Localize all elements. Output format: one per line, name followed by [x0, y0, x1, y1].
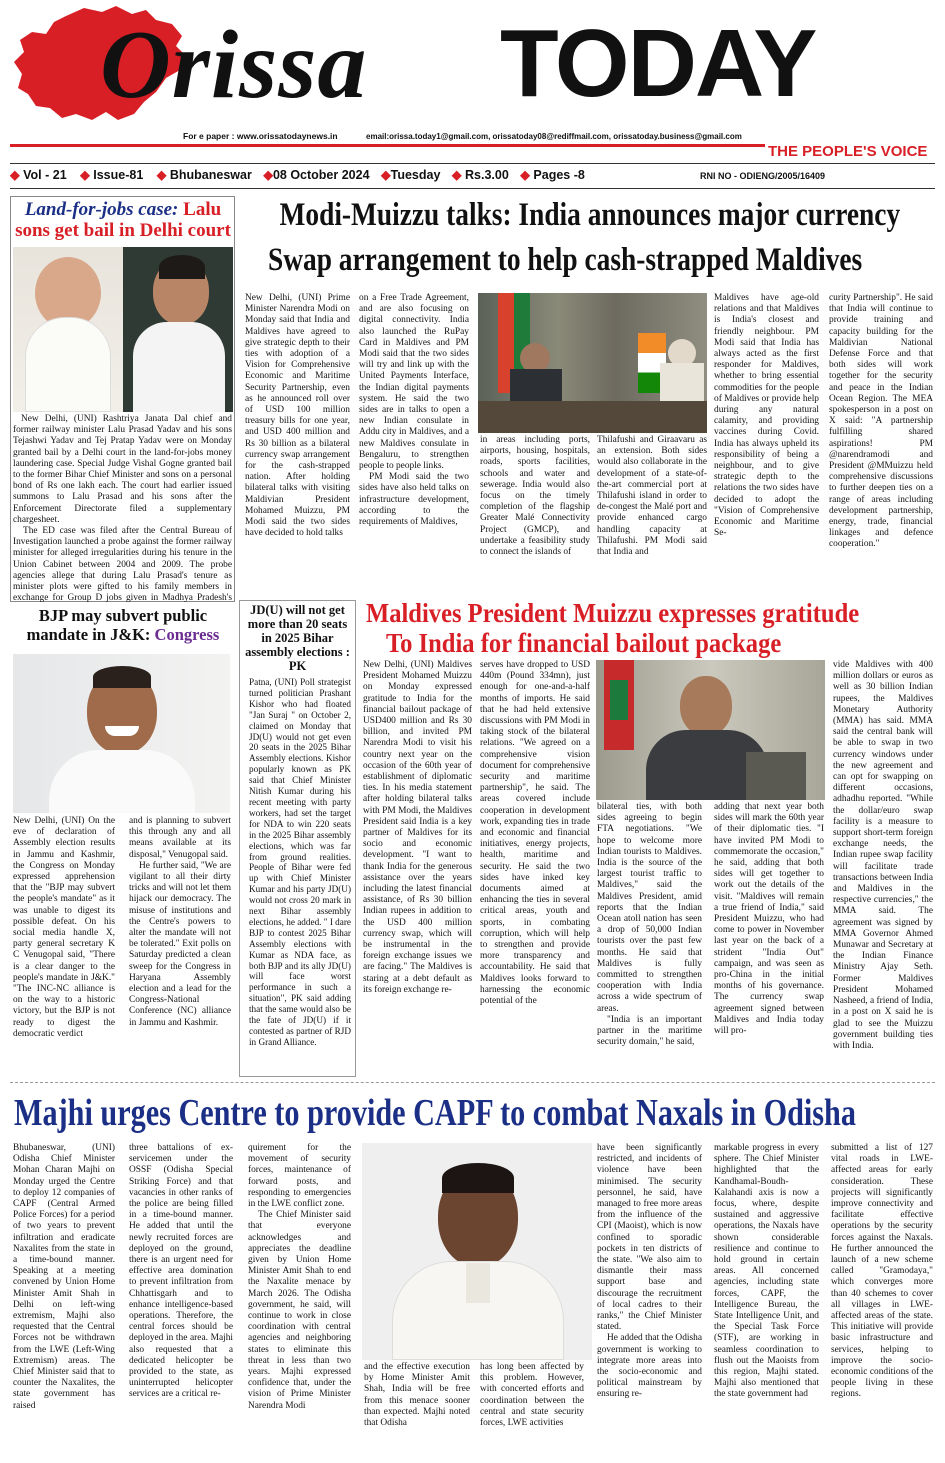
tejashwi-photo	[123, 247, 233, 412]
muizzu-col-5: vide Maldives with 400 million dollars or euros as well as 30 billion Indian rupees, the Maldives Monetary Authority (MMA) has said. MMA said the central bank will be able to swap in two currency windows under the new agreement and can opt for swapping on different occasions, adhadhu reported. "While the dollar/euro swap facility is a measure to support short-term foreign exchange needs, the Indian rupee swap facility will facilitate trade transactions between India and Maldives in the respective currencies," the MMA said. The agreement was signed by MMA Governor Ahmed Munawar and Secretary at the Indian Finance Ministry Ajay Seth. Former Maldives President Mohamed Nasheed, a friend of India, in a post on X said he is glad to see the Muizzu government building ties with India.	[833, 660, 933, 1051]
majhi-col-5: has long been affected by this problem. However, with concerted efforts and coordination between the central and state security forces, LWE activities	[480, 1362, 584, 1429]
dateline-bottom-rule	[10, 188, 935, 189]
date: 08 October 2024	[272, 168, 370, 182]
bullet-icon: ◆	[451, 168, 462, 182]
bjp-col-2	[129, 816, 231, 1076]
muizzu-col-3-b: "India is an important partner in the maritime security domain," he said,	[597, 1014, 702, 1048]
dateline-top-rule	[10, 163, 935, 164]
bullet-icon: ◆	[80, 168, 90, 182]
masthead-orissa: Orissa	[100, 11, 368, 119]
contact-emails: email:orissa.today1@gmail.com, orissatoday08@rediffmail.com, orissatoday.business@gmail.com	[366, 132, 742, 141]
tagline: THE PEOPLE'S VOICE	[768, 143, 928, 160]
modi-col-5: Maldives have age-old relations and that Maldives is India's closest and friendly neighbour. PM Modi said that India has always acted as the first responder for Maldives, whether to bring essential commodities for the people of Maldives or provide help during any natural calamity, and providing vaccines during Covid. India has always upheld its responsibility of being a neighbour, and to give strategic depth to the relations the two sides have decided to adopt the "Vision of Comprehensive Economic and Maritime Se-	[714, 293, 819, 539]
bullet-icon: ◆	[263, 168, 273, 182]
majhi-col-3-a: quirement for the movement of security forces, maintenance of forward posts, and responding to emergencies in the LWE conflict zone.	[248, 1143, 351, 1210]
lalu-body	[13, 414, 232, 602]
jdu-body: Patna, (UNI) Poll strategist turned politician Prashant Kishor who had floated "Jan Suraj " on October 2, claimed on Monday that JD(U) would not get even 20 seats in the 2025 Bihar Assembly elections. Kishor popularly known as PK said that Chief Minister Nitish Kumar during his recent meeting with party workers, had set the target for NDA to win 220 seats in the 2025 Bihar assembly elections, which was far from ground realities. People of Bihar were fed up with Chief Minister Kumar and his party JD(U) would not cross 20 mark in next Bihar assembly elections, he added. " I dare BJP to contest 2025 Bihar Assembly elections with Kumar as NDA face, as both BJP and its ally JD(U) will face worst performance in such a situation", PK said adding that the same would also be the fate of JD(U) if it contested as partner of RJD in Grand Alliance.	[249, 677, 351, 1047]
majhi-photo	[362, 1143, 592, 1360]
muizzu-col-3	[597, 802, 702, 1072]
volume: Vol - 21	[23, 168, 67, 182]
modi-headline-1: Modi-Muizzu talks: India announces major currency	[279, 197, 901, 233]
majhi-col-3	[248, 1143, 351, 1443]
masthead-today: TODAY	[500, 10, 816, 117]
muizzu-col-1: New Delhi, (UNI) Maldives President Mohamed Muizzu on Monday expressed gratitude to India for the financial bailout package of USD400 million and Rs 30 billion, and invited PM Narendra Modi to visit his country next year on the occasion of the 60th year of establishment of diplomatic ties. In his media statement after holding bilateral talks with PM Modi, the Maldives President said India is a key partner of Maldives for its socio and economic development. "I want to thank India for the generous assistance over the years including the latest financial assistance, of Rs 30 billion Indian rupees in addition to the USD 400 million currency swap, which will be instrumental in the foreign exchange issues we are facing." The Maldives is staring at a debt default as its foreign exchange re-	[363, 660, 472, 995]
lalu-headline-lead: Land-for-jobs case:	[24, 199, 179, 220]
majhi-col-8: submitted a list of 127 vital roads in LWE-affected areas for early consideration. These projects will significantly improve connectivity and facilitate effective operations by the security forces against the Naxals. He further announced the launch of a new scheme called "Gramodaya," which converges more than 40 schemes to cover all villages in LWE-affected areas of the state. This initiative will provide basic infrastructure and services, helping to improve the socio-economic conditions of the people living in these regions.	[831, 1143, 933, 1400]
masthead-red-rule	[10, 144, 765, 147]
majhi-col-6-b: He added that the Odisha government is working to integrate more areas into the socio-economic and political mainstream by ensuring re-	[597, 1333, 702, 1400]
majhi-col-4: and the effective execution by Home Minister Amit Shah, India will be free from this menace sooner than expected. Majhi noted that Odisha	[364, 1362, 470, 1429]
bjp-headline	[12, 606, 234, 644]
majhi-col-2: three battalions of ex-servicemen under the OSSF (Odisha Special Striking Force) and that vacancies in other ranks of the police are being filled in a time-bound manner. He added that until the newly recruited forces are deployed on the ground, there is an urgent need for effective area domination to prevent infiltration from Chhattisgarh and to enhance intelligence-based operations. Therefore, the central forces should be deployed in the area. Majhi also requested that a dedicated helicopter be provided to the state, as uninterrupted helicopter services are a critical re-	[129, 1143, 233, 1400]
modi-col-1: New Delhi, (UNI) Prime Minister Narendra Modi on Monday said that India and Maldives have agreed to give strategic depth to their ties with adoption of a Vision for Comprehensive Economic and Maritime Security Partnership, even as he announced roll over of USD 100 million treasury bills for one year, and USD 400 million and Rs 30 billion as a bilateral currency swap arrangement for the cash-strapped nation. After holding bilateral talks with visiting Maldivian President Mohamed Muizzu, PM Modi said the two sides have decided to hold talks	[245, 293, 350, 539]
lalu-headline-rest: Lalu sons get bail in Delhi court	[15, 199, 231, 241]
modi-col-2-b: PM Modi said the two sides have also held talks on infrastructure development, according to the requirements of Maldives,	[359, 472, 469, 528]
muizzu-col-3-a: bilateral ties, with both sides agreeing to begin FTA negotiations. "We hope to welcome more Indian tourists to Maldives. India is the source of the largest tourist traffic to Maldives," said the Maldives President, amid reports that the Indian Ocean atoll nation has seen a drop of 50,000 Indian tourists over the past few months. He said that Maldives is fully committed to strengthen cooperation with India across a wide spectrum of areas.	[597, 802, 702, 1014]
majhi-col-6	[597, 1143, 702, 1443]
modi-col-4: Thilafushi and Giraavaru as an extension. Both sides would also collaborate in the development of a state-of-the-art commercial port at Thilafushi island in order to de-congest the Malé port and provide enhanced cargo handling capacity at Thilafushi. PM Modi said that India and	[597, 435, 707, 558]
bjp-headline-tail: Congress	[154, 625, 220, 644]
venugopal-photo	[13, 654, 230, 813]
muizzu-headline-1: Maldives President Muizzu expresses gratitude	[366, 598, 860, 628]
modi-col-6: curity Partnership". He said that India will continue to provide training and capacity building for the Maldivian National Defense Force and that both sides will work together for the security and peace in the Indian Ocean Region. The MEA spokesperson in a post on X said: "A partnership fulfilling shared aspirations! PM @narendramodi and President @MMuizzu held comprehensive discussions to further deepen ties on a range of areas including development partnership, energy, trade, financial linkages and defence cooperation."	[829, 293, 933, 550]
section-divider	[10, 1082, 935, 1083]
price: Rs.3.00	[465, 168, 509, 182]
bjp-col-1: New Delhi, (UNI) On the eve of declaration of Assembly election results in Jammu and Kashmir, the Congress on Monday expressed apprehension that the "BJP may subvert the people's mandate" as it was unable to digest its possible defeat. On his social media handle X, party general secretary K C Venugopal said, "There is a clear danger to the people's mandate in J&K." "The INC-NC alliance is on the way to a historic victory, but the BJP is not ready to digest the democratic verdict	[13, 816, 115, 1039]
muizzu-col-4: adding that next year both sides will mark the 60th year of their diplomatic ties. "I have invited PM Modi to commemorate the occasion," he said, adding that both sides will get together to work out the details of the visit. "Maldives will remain a true friend of India," said President Muizzu, who had come to power in November last year on the back of a strident "India Out" campaign, and was seen as pro-China in the initial months of his governance. The currency swap agreement signed between Maldives and India today will pro-	[714, 802, 824, 1037]
bullet-icon: ◆	[10, 168, 20, 182]
majhi-headline: Majhi urges Centre to provide CAPF to combat Naxals in Odisha	[14, 1092, 856, 1134]
majhi-col-3-b: The Chief Minister said that everyone acknowledges and appreciates the deadline given by Union Home Minister Amit Shah to end the Naxalite menace by March 2026. The Odisha government, he said, will continue to work in close coordination with central agencies and neighboring states to eliminate this threat in less than two years. Majhi expressed confidence that, under the vision of Prime Minister Narendra Modi	[248, 1210, 351, 1411]
modi-col-2	[359, 293, 469, 591]
pages: Pages -8	[533, 168, 585, 182]
lalu-para-1: New Delhi, (UNI) Rashtriya Janata Dal chief and former railway minister Lalu Prasad Yadav and his sons Tejashwi Yadav and Tej Pratap Yadav were on Monday granted bail by a Delhi court in the land-for-jobs money laundering case. Special Judge Vishal Gogne granted bail to the former Bihar Chief Minister and sons on a personal bond of Rs one lakh each. The court had earlier issued summons to Lalu Prasad and his sons after the Enforcement Directorate filed a supplementary chargesheet.	[13, 414, 232, 525]
lalu-para-2: The ED case was filed after the Central Bureau of Investigation launched a probe against the former railway minister for alleged irregularities during his tenure in the Union Cabinet between 2004 and 2009. The probe agencies allege that during Lalu Prasad's tenure as minister plots were gifted to his family members in exchange for Group D jobs given in Madhya Pradesh's	[13, 526, 232, 602]
muizzu-headline-2: To India for financial bailout package	[386, 628, 782, 658]
lalu-photo	[13, 247, 123, 412]
majhi-col-7: markable progress in every sphere. The Chief Minister highlighted that the Kandhamal-Boudh-Kalahandi axis is now a focus, where, despite sustained and aggressive operations, the Naxals have shown considerable resilience and continue to hold ground in certain areas. All concerned agencies, including state forces, CAPF, the Intelligence Bureau, the State Intelligence Unit, and the Special Task Force (STF), are working in seamless coordination to flush out the Maoists from this region, Majhi stated. Majhi also mentioned that the state government had	[714, 1143, 819, 1400]
bjp-col-2-b: He further said, "We are vigilant to all their dirty tricks and will not let them hijack our democracy. The misuse of institutions and the Centre's powers to alter the mandate will not be tolerated." Exit polls on Saturday predicted a clean sweep for the Congress in Haryana Assembly election and a lead for the Congress-National Conference (NC) alliance in Jammu and Kashmir.	[129, 860, 231, 1028]
modi-muizzu-photo	[478, 293, 707, 433]
city: Bhubaneswar	[169, 168, 252, 182]
muizzu-col-2: serves have dropped to USD 440m (Pound 334mn), just enough for one-and-a-half months of imports. He said that he had held extensive discussions with PM Modi in taking stock of the bilateral relations. "We agreed on a comprehensive vision document for comprehensive security and maritime partnership", he said. The areas covered include cooperation in development work, expanding ties in trade and economic and financial initiatives, energy projects, health, maritime and security. He said the two sides have inked key documents aimed at enhancing the ties in several critical areas, youth and sports, in combating corruption, which will help to strengthen and provide more transparency and accountability. He said that Maldives looks forward to harnessing the economic potential of the	[480, 660, 590, 1007]
majhi-col-6-a: have been significantly restricted, and incidents of violence have been minimised. The security personnel, he said, have managed to free more areas from the influence of the CPI (Maoist), which is now confined to sporadic pockets in ten districts of the state. "We also aim to dismantle their mass support base and discourage the recruitment of local cadres to their ranks," the Chief Minister stated.	[597, 1143, 702, 1333]
majhi-col-1: Bhubaneswar, (UNI) Odisha Chief Minister Mohan Charan Majhi on Monday urged the Centre to deploy 12 companies of CAPF (Central Armed Police Forces) for a period of two years to prevent infiltration and eradicate Naxalites from the state in a time-bound manner. Speaking at a meeting convened by Union Home Minister Amit Shah in Delhi on left-wing extremism, Majhi also requested that the Central Forces not be withdrawn from the LWE (Left-Wing Extremism) areas. The Chief Minister said that to counter the Naxalites, the state government has raised	[13, 1143, 115, 1411]
epaper-link[interactable]: For e paper : www.orissatodaynews.in	[183, 131, 338, 141]
bullet-icon: ◆	[381, 168, 391, 182]
modi-headline-2: Swap arrangement to help cash-strapped Maldives	[268, 242, 863, 278]
muizzu-photo	[596, 660, 825, 800]
jdu-headline: JD(U) will not get more than 20 seats in 2025 Bihar assembly elections : PK	[245, 603, 350, 673]
bjp-headline-lead: BJP may subvert public mandate in J&K:	[26, 606, 208, 644]
bullet-icon: ◆	[520, 168, 530, 182]
bjp-col-2-a: and is planning to subvert this through any and all means available at its disposal," Venugopal said.	[129, 816, 231, 860]
day: Tuesday	[390, 168, 441, 182]
rni-number: RNI NO - ODIENG/2005/16409	[700, 171, 826, 181]
bullet-icon: ◆	[156, 168, 167, 182]
masthead	[0, 0, 945, 142]
modi-col-2-a: on a Free Trade Agreement, and are also focusing on digital connectivity. India also launched the RuPay Card in Maldives and PM Modi said that the two sides will try and link up with the United Payments Interface, the Indian digital payments system. He said the two sides are in talks to open a new Indian consulate in Addu city in Maldives, and a new Maldives consulate in Bengaluru, to strengthen people to people links.	[359, 293, 469, 472]
lalu-headline	[12, 199, 234, 241]
issue: Issue-81	[93, 168, 144, 182]
modi-col-3: in areas including ports, airports, housing, hospitals, roads, sports facilities, schools and water and sewerage. India would also focus on the timely completion of the flagship Greater Malé Connectivity Project (GMCP), and undertake a feasibility study to connect the islands of	[480, 435, 590, 558]
